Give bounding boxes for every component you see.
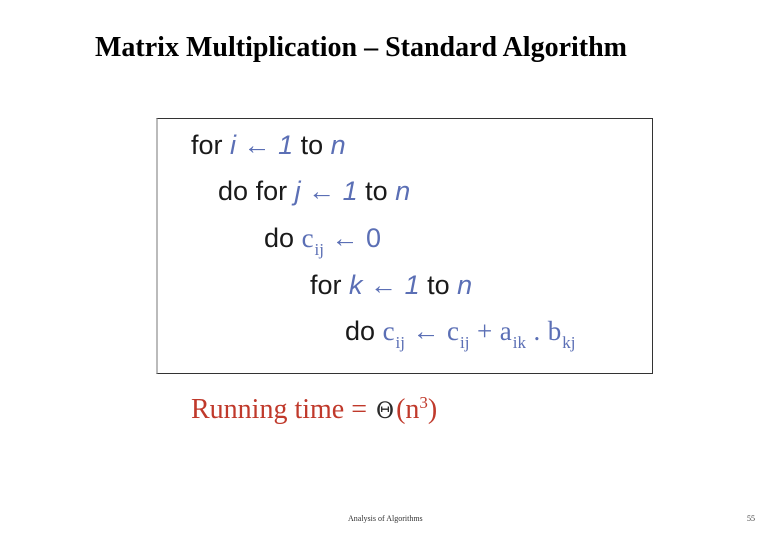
page-number: 55	[747, 514, 755, 523]
keyword-for: for	[310, 270, 342, 300]
assign-arrow: ←	[308, 176, 336, 206]
var-j: j	[294, 176, 301, 206]
assign-arrow: ←	[331, 223, 359, 253]
complexity-close: )	[427, 394, 438, 425]
end-value: n	[395, 176, 411, 206]
code-line-4	[310, 270, 472, 301]
running-time-label: Running time =	[191, 394, 368, 425]
start-value: 1	[278, 130, 294, 160]
c-symbol: $c_{ij}$	[382, 316, 405, 352]
c-subscript: ij	[460, 333, 470, 352]
var-k: k	[349, 270, 363, 300]
assign-arrow: ←	[412, 316, 440, 346]
footer-course: Analysis of Algorithms	[348, 514, 423, 523]
c-symbol: $c_{ij}$	[301, 223, 324, 259]
a-subscript: ik	[512, 333, 526, 352]
keyword-for: for	[191, 130, 223, 160]
code-line-3	[264, 223, 382, 259]
theta-symbol: Θ	[376, 399, 395, 424]
keyword-do: do	[345, 316, 376, 346]
keyword-to: to	[300, 130, 324, 160]
code-line-2	[218, 176, 410, 207]
dot-operator: .	[533, 316, 541, 346]
start-value: 1	[404, 270, 420, 300]
a-symbol: $a_{ik}$	[499, 316, 526, 352]
end-value: n	[330, 130, 346, 160]
keyword-do: do	[218, 176, 249, 206]
keyword-do: do	[264, 223, 295, 253]
keyword-to: to	[365, 176, 388, 206]
assign-arrow: ←	[370, 270, 398, 300]
b-symbol: $b_{kj}$	[547, 316, 576, 352]
end-value: n	[457, 270, 473, 300]
code-line-5	[345, 316, 576, 352]
keyword-to: to	[427, 270, 450, 300]
code-line-1	[191, 130, 346, 161]
b-subscript: kj	[562, 333, 576, 352]
assign-arrow: ←	[243, 130, 271, 160]
running-time	[191, 394, 437, 426]
slide-title: Matrix Multiplication – Standard Algorithm	[95, 32, 627, 63]
c-subscript: ij	[314, 240, 324, 259]
start-value: 1	[342, 176, 358, 206]
zero-value: 0	[366, 223, 382, 253]
c-subscript: ij	[395, 333, 405, 352]
complexity-open: (n	[396, 394, 420, 425]
plus-sign: +	[476, 316, 493, 346]
complexity-exponent: 3	[419, 393, 428, 412]
c-symbol-rhs: $c_{ij}$	[447, 316, 470, 352]
var-i: i	[230, 130, 237, 160]
keyword-for: for	[255, 176, 288, 206]
